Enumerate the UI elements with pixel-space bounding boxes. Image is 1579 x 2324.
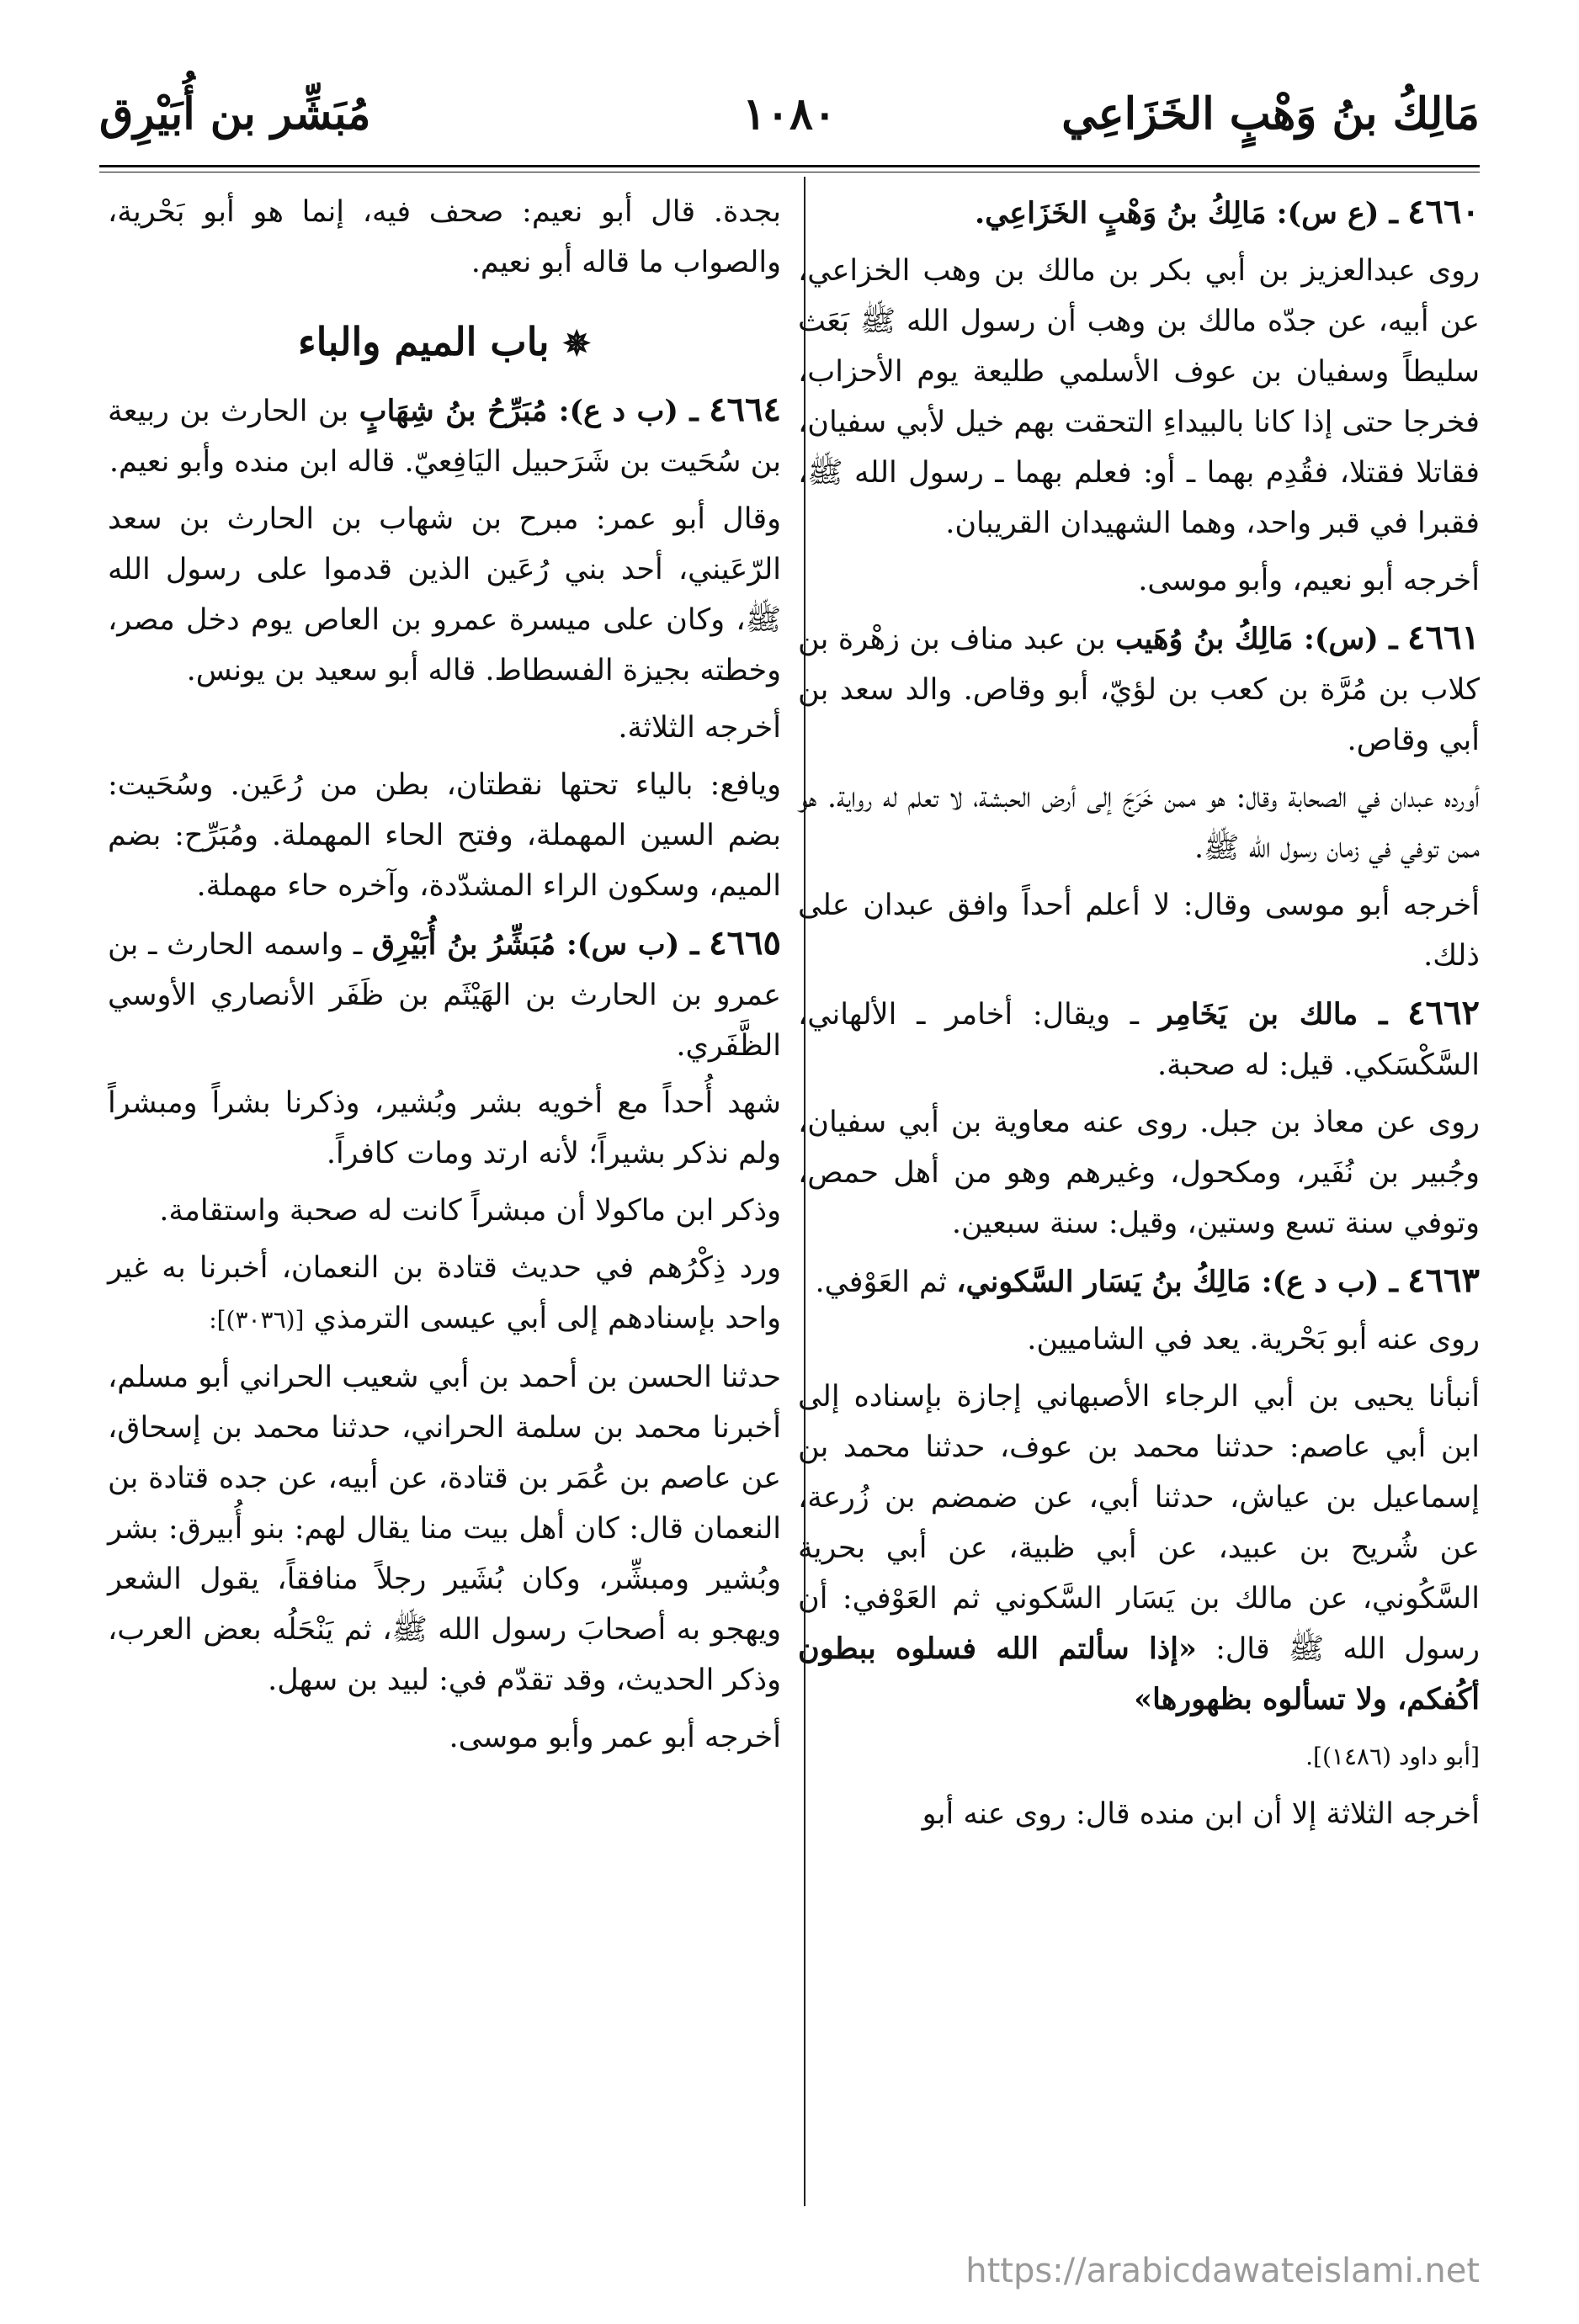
header-rule <box>99 165 1480 172</box>
paragraph: أخرجه الثلاثة. <box>618 711 781 745</box>
entry-4662 <box>798 988 1480 1090</box>
entry-4660-heading <box>798 187 1480 239</box>
paragraph: أخرجه أبو موسى وقال: لا أعلم أحداً وافق عبدان على ذلك. <box>798 889 1480 973</box>
watermark: https://arabicdawateislami.net <box>965 2252 1480 2290</box>
entry-number: ٤٦٦٠ <box>1407 192 1480 231</box>
paragraph <box>108 1243 781 1345</box>
entry-title: ـ (ب د ع): مُبَرِّحُ بنُ شِهَابٍ <box>359 394 699 428</box>
paragraph: روى عبدالعزيز بن أبي بكر بن مالك بن وهب الخزاعي، عن أبيه، عن جدّه مالك بن وهب أن رسول الله ﷺ بَعَث سليطاً وسفيان بن عوف الأسلمي طليعة يوم الأحزاب، فخرجا حتى إذا كانا بالبيداءِ التحقت بهم خيل لأبي سفيان، فقاتلا فقتلا، فقُدِم بهما ـ أو: فعلم بهما ـ رسول الله ﷺ، فقبرا في قبر واحد، وهما الشهيدان القريبان. <box>798 254 1480 540</box>
hadith-paragraph <box>798 1372 1480 1725</box>
chapter-title-text: باب الميم والباء <box>297 319 550 364</box>
entry-title: ـ (ع س): مَالِكُ بنُ وَهْبٍ الخَزَاعِي. <box>974 196 1398 231</box>
paragraph-text: ورد ذِكْرُهم في حديث قتادة بن النعمان، أخبرنا به غير واحد بإسنادهم إلى أبي عيسى الترمذي <box>108 1251 781 1335</box>
running-title-right: مَالِكُ بنُ وَهْبٍ الخَزَاعِي <box>1061 88 1480 140</box>
page-header <box>99 88 1480 160</box>
paragraph: أخرجه أبو عمر وأبو موسى. <box>449 1721 781 1754</box>
paragraph: أخرجه أبو نعيم، وأبو موسى. <box>1138 564 1480 597</box>
entry-text: بن عبد مناف بن زهْرة بن كلاب بن مُرَّة بن كعب بن لؤيّ، أبو وقاص. والد سعد بن أبي وقاص. <box>798 623 1480 757</box>
paragraph: وقال أبو عمر: مبرح بن شهاب بن الحارث بن سعد الرّعَيني، أحد بني رُعَين الذين قدموا على رسول الله ﷺ، وكان على ميسرة عمرو بن العاص يوم دخل مصر، وخطته بجيزة الفسطاط. قاله أبو سعيد بن يونس. <box>108 502 781 687</box>
citation: [أبو داود (١٤٨٦)]. <box>1305 1743 1480 1770</box>
entry-4665 <box>108 918 781 1071</box>
entry-number: ٤٦٦١ <box>1407 618 1480 657</box>
paragraph: ويافع: بالياء تحتها نقطتان، بطن من رُعَين. وسُحَيت: بضم السين المهملة، وفتح الحاء المهملة. ومُبَرِّح: بضم الميم، وسكون الراء المشدّدة، وآخره حاء مهملة. <box>108 768 781 903</box>
page-number: ١٠٨٠ <box>742 88 837 140</box>
paragraph: روى عن معاذ بن جبل. روى عنه معاوية بن أبي سفيان، وجُبير بن نُفَير، ومكحول، وغيرهم وهو من أهل حمص، وتوفي سنة تسع وستين، وقيل: سنة سبعين. <box>798 1106 1480 1240</box>
entry-number: ٤٦٦٤ <box>709 390 781 429</box>
entry-4663 <box>798 1255 1480 1308</box>
entry-title: ـ (ب د ع): مَالِكُ بنُ يَسَار السَّكوني، <box>956 1265 1398 1299</box>
left-column <box>108 187 781 1770</box>
chapter-title <box>108 316 781 369</box>
entry-text: ـ واسمه الحارث ـ بن عمرو بن الحارث بن الهَيْثَم بن ظَفَر الأنصاري الأوسي الظَّفَري. <box>108 928 781 1063</box>
running-title-left: مُبَشِّر بن أُبَيْرِق <box>99 88 371 140</box>
paragraph: بجدة. قال أبو نعيم: صحف فيه، إنما هو أبو بَحْرية، والصواب ما قاله أبو نعيم. <box>108 195 781 279</box>
entry-text: ثم العَوْفي. <box>815 1265 948 1299</box>
entry-title: ـ (س): مَالِكُ بنُ وُهَيب <box>1115 622 1398 656</box>
entry-4664 <box>108 385 781 487</box>
citation: [(٣٠٣٦)]: <box>209 1306 305 1334</box>
star-icon: ✵ <box>562 324 592 363</box>
entry-text: بن الحارث بن ربيعة بن سُحَيت بن شَرَحبيل اليَافِعيّ. قاله ابن منده وأبو نعيم. <box>108 395 781 479</box>
entry-4661 <box>798 613 1480 766</box>
entry-number: ٤٦٦٢ <box>1407 993 1480 1032</box>
entry-text: ـ ويقال: أخامر ـ الألهاني، السَّكْسَكي. قيل: له صحبة. <box>798 998 1480 1082</box>
paragraph: أخرجه الثلاثة إلا أن ابن منده قال: روى عنه أبو <box>922 1797 1480 1831</box>
isnad-text: أنبأنا يحيى بن أبي الرجاء الأصبهاني إجازة بإسناده إلى ابن أبي عاصم: حدثنا محمد بن عوف، حدثنا محمد بن إسماعيل بن عياش، حدثنا أبي، عن ضمضم بن زُرعة، عن شُريح بن عبيد، عن أبي ظبية، عن أبي بحرية السَّكُوني، عن مالك بن يَسَار السَّكوني ثم العَوْفي: أن رسول الله ﷺ قال: <box>798 1380 1480 1666</box>
entry-title: ـ مالك بن يَخَامِر <box>1158 997 1388 1032</box>
paragraph: أورده عبدان في الصحابة وقال: هو ممن خَرَجَ إلى أرض الحبشة، لا تعلم له رواية. هو ممن توفي في زمان رسول الله ﷺ. <box>798 781 1480 865</box>
paragraph: شهد أُحداً مع أخويه بشر وبُشير، وذكرنا بشراً ومبشراً ولم نذكر بشيراً؛ لأنه ارتد ومات كافراً. <box>108 1086 781 1170</box>
entry-number: ٤٦٦٣ <box>1407 1260 1480 1300</box>
entry-title: ـ (ب س): مُبَشِّرُ بنُ أُبَيْرِق <box>371 927 699 962</box>
paragraph: روى عنه أبو بَحْرية. يعد في الشاميين. <box>1027 1323 1480 1356</box>
paragraph: حدثنا الحسن بن أحمد بن أبي شعيب الحراني أبو مسلم، أخبرنا محمد بن سلمة الحراني، حدثنا محمد بن إسحاق، عن عاصم بن عُمَر بن قتادة، عن أبيه، عن جده قتادة بن النعمان قال: كان أهل بيت منا يقال لهم: بنو أُبيرق: بشر وبُشير ومبشِّر، وكان بُشَير رجلاً منافقاً، يقول الشعر ويهجو به أصحابَ رسول الله ﷺ، ثم يَنْحَلُه بعض العرب، وذكر الحديث، وقد تقدّم في: لبيد بن سهل. <box>108 1361 781 1697</box>
right-column <box>798 187 1480 1846</box>
paragraph: وذكر ابن ماكولا أن مبشراً كانت له صحبة واستقامة. <box>159 1194 781 1228</box>
hadith-text: «إذا سألتم الله فسلوه ببطون أكُفكم، ولا تسألوه بظهورها» <box>798 1632 1480 1716</box>
entry-number: ٤٦٦٥ <box>709 923 781 963</box>
